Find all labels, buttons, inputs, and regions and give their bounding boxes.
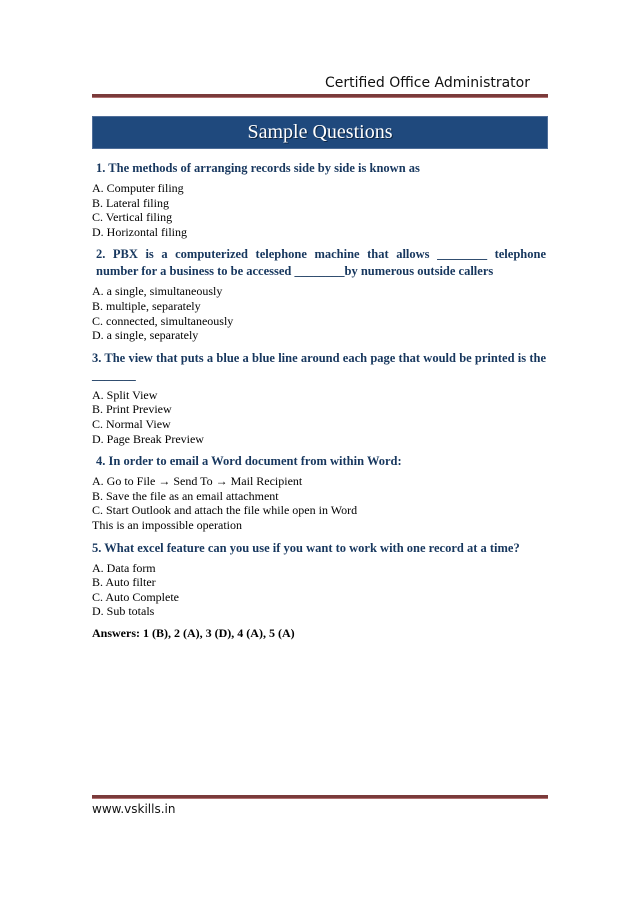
question-text: 3. The view that puts a blue a blue line around each page that would be printed is the _______ [92,350,546,382]
question-text: 2. PBX is a computerized telephone machine that allows ________ telephone number for a business to be accessed ________by numerous outside callers [96,247,546,279]
option-item: C. Vertical filing [92,210,173,225]
section-banner [92,116,548,149]
option-list [92,284,546,342]
option-item: C. Start Outlook and attach the file while open in Word [92,503,358,518]
option-item: A. Data form [92,560,156,575]
footer-url: www.vskills.in [92,802,176,816]
option-item: D. a single, separately [92,328,199,343]
header-divider [92,94,548,98]
question-text: 4. In order to email a Word document from within Word: [96,454,402,469]
footer-divider [92,795,548,799]
option-item: B. Print Preview [92,402,172,417]
question-block [92,540,546,619]
option-list [92,561,546,619]
option-item: D. Horizontal filing [92,224,187,239]
option-item: C. Normal View [92,416,171,431]
question-block [92,246,546,342]
option-item: A. Split View [92,387,158,402]
option-item: A. Go to File → Send To → Mail Recipient [92,474,303,489]
question-block [92,453,546,532]
option-list [92,388,546,446]
option-item: D. Page Break Preview [92,431,204,446]
option-list [92,181,546,239]
option-item: C. connected, simultaneously [92,313,234,328]
questions-section [92,160,546,641]
option-list [92,474,546,532]
option-item: D. Sub totals [92,604,155,619]
option-item: A. Computer filing [92,181,184,195]
option-item: B. Save the file as an email attachment [92,488,279,503]
option-item: This is an impossible operation [92,517,242,532]
option-item: B. Lateral filing [92,195,169,210]
option-item: A. a single, simultaneously [92,284,223,299]
option-item: B. Auto filter [92,575,156,590]
page-header-title: Certified Office Administrator [324,75,530,91]
answer-key: Answers: 1 (B), 2 (A), 3 (D), 4 (A), 5 (A) [92,625,295,640]
question-text: 1. The methods of arranging records side by side is known as [96,161,420,175]
question-text: 5. What excel feature can you use if you want to work with one record at a time? [92,540,520,555]
banner-title: Sample Questions [247,121,393,143]
option-item: C. Auto Complete [92,589,179,604]
option-item: B. multiple, separately [92,298,201,313]
question-block [92,350,546,446]
question-block [92,160,546,239]
